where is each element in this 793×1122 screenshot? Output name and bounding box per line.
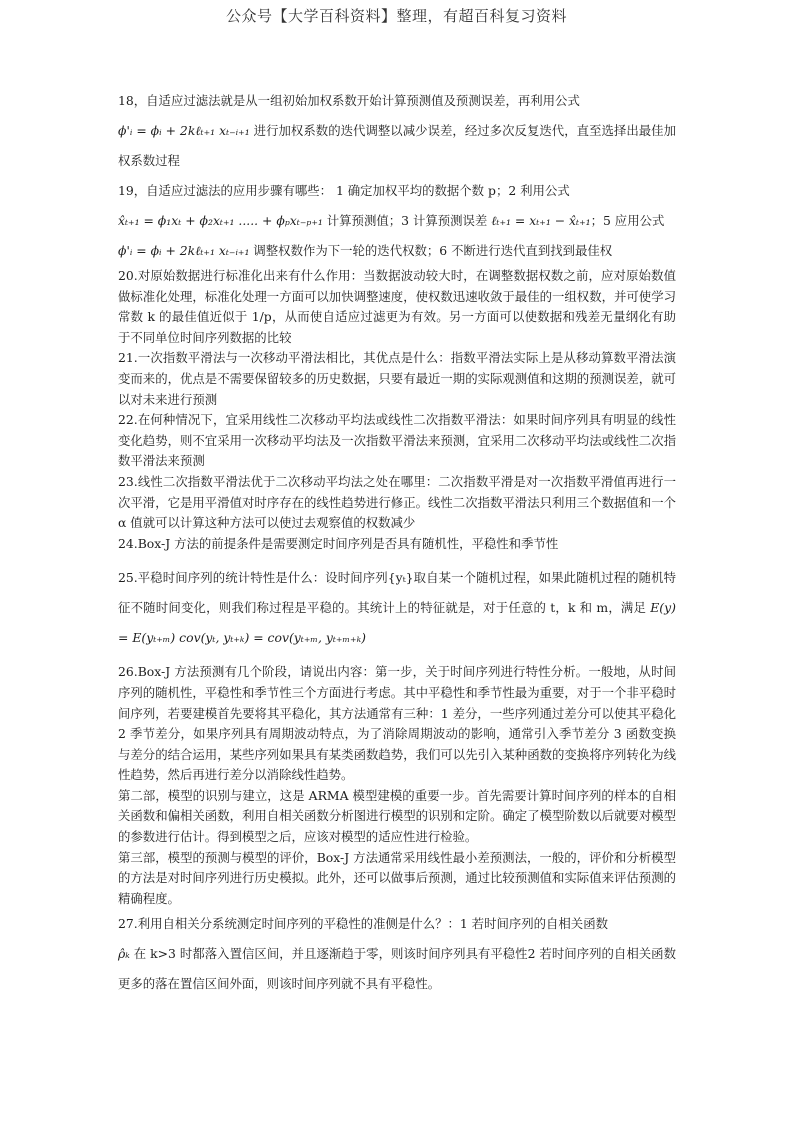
item-19 (118, 176, 676, 266)
item-19-text-c: ；5 应用公式 (590, 213, 665, 228)
page-header: 公众号【大学百科资料】整理，有超百科复习资料 (225, 7, 567, 25)
item-25-formula: E(y) = E(yₜ₊ₘ) cov(yₜ, yₜ₊ₖ) = cov(yₜ₊ₘ, yₜ₊ₘ₊ₖ) (118, 600, 676, 646)
item-27-text-a: 27.利用自相关分系统测定时间序列的平稳性的准侧是什么？：1 若时间序列的自相关函数 (118, 916, 608, 932)
item-26-step-2: 第二部，模型的识别与建立，这是 ARMA 模型建模的重要一步。首先需要计算时间序列的样本的自相关函数和偏相关函数，利用自相关函数分析图进行模型的识别和定阶。确定了模型阶数以后就要对模型的参数进行估计。得到模型之后，应该对模型的适应性进行检验。 (118, 787, 676, 845)
item-20: 20.对原始数据进行标准化出来有什么作用：当数据波动较大时，在调整数据权数之前，应对原始数值做标准化处理，标准化处理一方面可以加快调整速度，使权数迅速收敛于最佳的一组权数，并可使学习常数 k 的最佳值近似于 1/p，从而使自适应过滤更为有效。另一方面可以使数据和残差无量纲化有助于不同单位时间序列数据的比较 (118, 268, 676, 345)
item-19-formula-error: ℓₜ₊₁ = xₜ₊₁ − x̂ₜ₊₁ (491, 213, 591, 228)
item-23: 23.线性二次指数平滑法优于二次移动平均法之处在哪里：二次指数平滑是对一次指数平滑值再进行一次平滑，它是用平滑值对时序存在的线性趋势进行修正。线性二次指数平滑法只利用三个数据值和一个α 值就可以计算这种方法可以使过去观察值的权数减少 (118, 473, 676, 531)
item-19-formula-predict: x̂ₜ₊₁ = ϕ₁xₜ + ϕ₂xₜ₊₁ ..... + ϕₚxₜ₋ₚ₊₁ (118, 213, 323, 228)
item-27-formula: ρ̂ₖ (118, 946, 130, 962)
item-19-text-d: 调整权数作为下一轮的迭代权数；6 不断进行迭代直到找到最佳权 (253, 243, 613, 258)
item-19-formula-update: ϕ'ᵢ = ϕᵢ + 2kℓₜ₊₁ xₜ₋ᵢ₊₁ (118, 243, 250, 258)
item-27-text-b: 在 k>3 时都落入置信区间，并且逐渐趋于零，则该时间序列具有平稳性2 若时间序列的自相关函数更多的落在置信区间外面，则该时间序列就不具有平稳性。 (118, 946, 676, 992)
item-18 (118, 86, 676, 176)
item-25 (118, 563, 676, 653)
item-18-formula: ϕ'ᵢ = ϕᵢ + 2kℓₜ₊₁ xₜ₋ᵢ₊₁ (118, 123, 250, 138)
document-body (118, 86, 676, 999)
item-26-step-3: 第三部，模型的预测与模型的评价，Box-J 方法通常采用线性最小差预测法，一般的，评价和分析模型的方法是对时间序列进行历史模拟。此外，还可以做事后预测，通过比较预测值和实际值来评估预测的精确程度。 (118, 849, 676, 906)
item-19-text-a: 19，自适应过滤法的应用步骤有哪些： 1 确定加权平均的数据个数 p；2 利用公式 (118, 183, 570, 198)
item-25-text: 25.平稳时间序列的统计特性是什么：设时间序列{yₜ}取自某一个随机过程，如果此随机过程的随机特征不随时间变化，则我们称过程是平稳的。其统计上的特征就是，对于任意的 t，k 和 m，满足 (118, 570, 676, 616)
item-21: 21.一次指数平滑法与一次移动平滑法相比，其优点是什么：指数平滑法实际上是从移动算数平滑法演变而来的，优点是不需要保留较多的历史数据，只要有最近一期的实际观测值和这期的预测误差，就可以对未来进行预测 (118, 350, 676, 407)
item-27 (118, 909, 676, 999)
item-22: 22.在何种情况下，宜采用线性二次移动平均法或线性二次指数平滑法：如果时间序列具有明显的线性变化趋势，则不宜采用一次移动平均法及一次指数平滑法来预测，宜采用二次移动平均法或线性二次指数平滑法来预测 (118, 412, 676, 469)
item-24: 24.Box-J 方法的前提条件是需要测定时间序列是否具有随机性，平稳性和季节性 (118, 535, 559, 551)
item-19-text-b: 计算预测值；3 计算预测误差 (326, 213, 488, 228)
item-18-text-b: 进行加权系数的迭代调整以减少误差，经过多次反复迭代，直至选择出最佳加权系数过程 (118, 123, 676, 168)
item-18-text-a: 18，自适应过滤法就是从一组初始加权系数开始计算预测值及预测误差，再利用公式 (118, 93, 580, 108)
item-26-step-1: 26.Box-J 方法预测有几个阶段，请说出内容：第一步，关于时间序列进行特性分析。一般地，从时间序列的随机性，平稳性和季节性三个方面进行考虑。其中平稳性和季节性最为重要，对于一个非平稳时间序列，若要建模首先要将其平稳化，其方法通常有三种：1 差分，一些序列通过差分可以使其平稳化 2 季节差分，如果序列具有周期波动特点，为了消除周期波动的影响，通常引入季节差分 3 函数变换与差分的结合运用，某些序列如果具有某类函数趋势，我们可以先引入某种函数的变换将序列转化为线性趋势，然后再进行差分以消除线性趋势。 (118, 664, 676, 783)
